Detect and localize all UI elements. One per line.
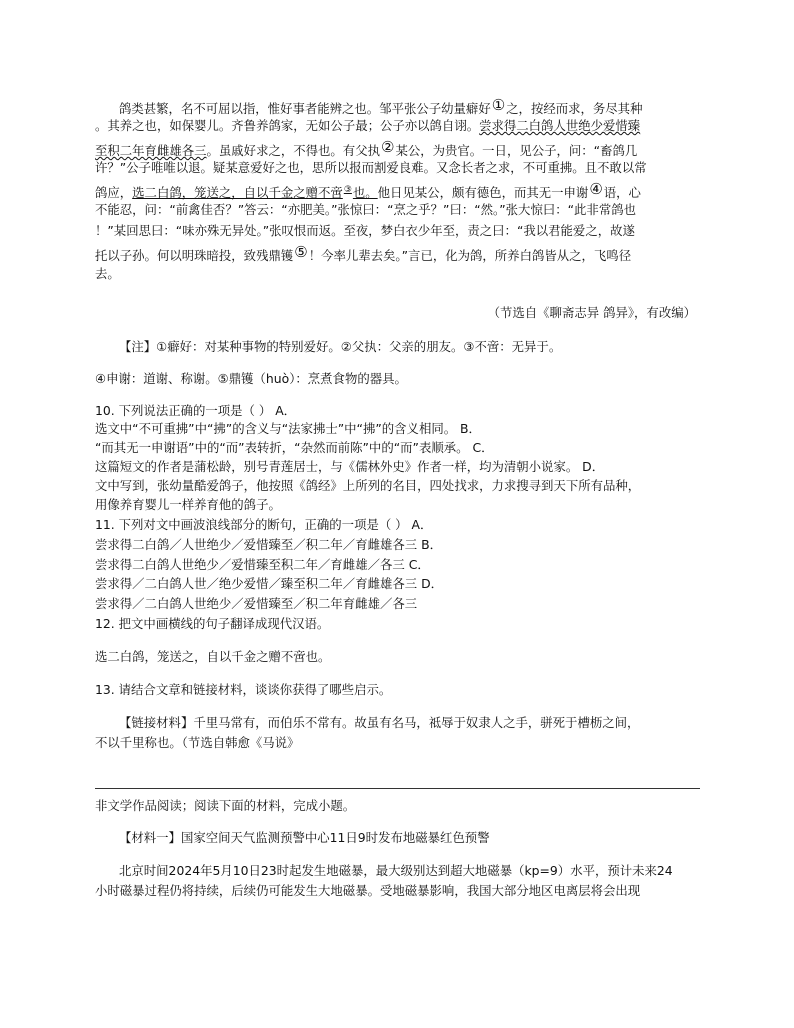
question-10-option: 用像养育婴儿一样养育他的鸽子。 [95,497,281,512]
note-marker-4: ④ [589,180,603,198]
question-11: 11. 下列对文中画波浪线部分的断句，正确的一项是（ ） A． [95,517,433,532]
annotation-line-1: 【注】①癖好：对某种事物的特别爱好。②父执：父亲的朋友。③不啻：无异于。 [119,339,562,354]
passage-text: ！今率儿辈去矣。”言已，化为鸽，所养白鸽皆从之，飞鸣径 [308,248,632,263]
wavy-underlined-text: 尝求得二白鸽人世绝少爱惜臻 [479,118,641,133]
passage-text: 去。 [95,266,120,281]
question-13: 13. 请结合文章和链接材料，谈谈你获得了哪些启示。 [95,682,392,697]
passage-line-8 [95,242,631,266]
underlined-sentence-end: 也。 [352,185,378,200]
question-11-option: 尝求得二白鸽人世绝少／爱惜臻至积二年／育雌雄／各三 C． [95,557,430,572]
question-10-option: “而其无一申谢语”中的“而”表转折，“杂然而前陈”中的“而”表顺承。 C． [95,440,494,455]
passage-text: 托以子孙。何以明珠暗投，致残鼎镬 [95,248,294,263]
annotation-line-2: ④申谢：道谢、称谢。⑤鼎镬（huò）：烹煮食物的器具。 [95,371,407,386]
passage-text: 鸽应， [95,185,133,200]
passage-line-6 [95,200,636,220]
note-marker-3: ③ [343,185,352,195]
passage-line-7 [95,221,635,241]
passage-text: ！”某回思曰：“味亦殊无异处。”张叹恨而返。至夜，梦白衣少年至，责之曰：“我以君能爱之，故遂 [95,223,635,238]
question-12: 12. 把文中画横线的句子翻译成现代汉语。 [95,616,330,631]
question-10: 10. 下列说法正确的一项是（ ） A． [95,403,297,418]
passage-text: 不能忍，问：“前禽佳否？”答云：“亦肥美。”张惊曰：“烹之乎？”曰：“然。”张大惊曰：“此非常鸽也 [95,202,636,217]
question-10-option: 这篇短文的作者是蒲松龄，别号青莲居士，与《儒林外史》作者一样，均为清朝小说家。 D． [95,459,605,474]
note-marker-5: ⑤ [294,243,308,261]
question-11-option: 尝求得／二白鸽人世绝少／爱惜臻至／积二年育雌雄／各三 [95,596,418,611]
section-divider [95,788,700,789]
note-marker-2: ② [380,138,395,156]
material-one-title: 【材料一】国家空间天气监测预警中心11日9时发布地磁暴红色预警 [119,830,490,845]
underlined-sentence: 选二白鸽，笼送之，自以千金之赠不啻 [132,185,343,200]
passage-text: 。虽戚好求之，不得也。有父执 [206,143,380,158]
question-10-option: 文中写到，张幼量酷爱鸽子，他按照《鸽经》上所列的名目，四处找求，力求搜寻到天下所有品种， [95,478,641,493]
passage-line-9 [95,264,120,284]
passage-text: 他日见某公，颇有德色，而其无一申谢 [377,185,589,200]
link-material-line-1: 【链接材料】千里马常有，而伯乐不常有。故虽有名马，祗辱于奴隶人之手，骈死于槽枥之间， [119,715,640,730]
wavy-underlined-text: 至积二年育雌雄各三 [95,143,207,158]
note-marker-1: ① [491,96,506,114]
question-10-option: 选文中“不可重拂”中“拂”的含义与“法家拂士”中“拂”的含义相同。 B． [95,421,481,436]
passage-line-4 [95,158,647,178]
question-11-option: 尝求得／二白鸽人世／绝少爱惜／臻至积二年／育雌雄各三 D． [95,576,444,591]
material-one-paragraph-line-1: 北京时间2024年5月10日23时起发生地磁暴，最大级别达到超大地磁暴（kp=9）水平，预计未来24 [119,863,673,878]
material-one-paragraph-line-2: 小时磁暴过程仍将持续，后续仍可能发生大地磁暴。受地磁暴影响，我国大部分地区电离层将会出现 [95,883,641,898]
question-11-option: 尝求得二白鸽／人世绝少／爱惜臻至／积二年／育雌雄各三 B． [95,537,442,552]
passage-text: 鸽类甚繁，名不可屈以指，惟好事者能辨之也。邹平张公子幼量癖好 [119,101,491,116]
passage-line-2 [95,116,640,136]
passage-text: 。其养之也，如保婴儿。齐鲁养鸽家，无如公子最；公子亦以鸽自诩。 [95,118,480,133]
passage-text: 语，心 [603,185,641,200]
passage-text: 许？”公子唯唯以退。疑某意爱好之也，思所以报而割爱良难。又念长者之求，不可重拂。且不敢以常 [95,160,647,175]
link-material-line-2: 不以千里称也。（节选自韩愈《马说》 [95,735,300,750]
question-12-sentence: 选二白鸽，笼送之，自以千金之赠不啻也。 [95,649,331,664]
source-citation: （节选自《聊斋志异 鸽异》，有改编） [487,305,696,320]
passage-text: 某公，为贵官。一日，见公子，问：“畜鸽几 [395,143,638,158]
section-intro: 非文学作品阅读；阅读下面的材料，完成小题。 [95,798,356,813]
passage-text: 之，按经而求，务尽其种 [506,101,643,116]
